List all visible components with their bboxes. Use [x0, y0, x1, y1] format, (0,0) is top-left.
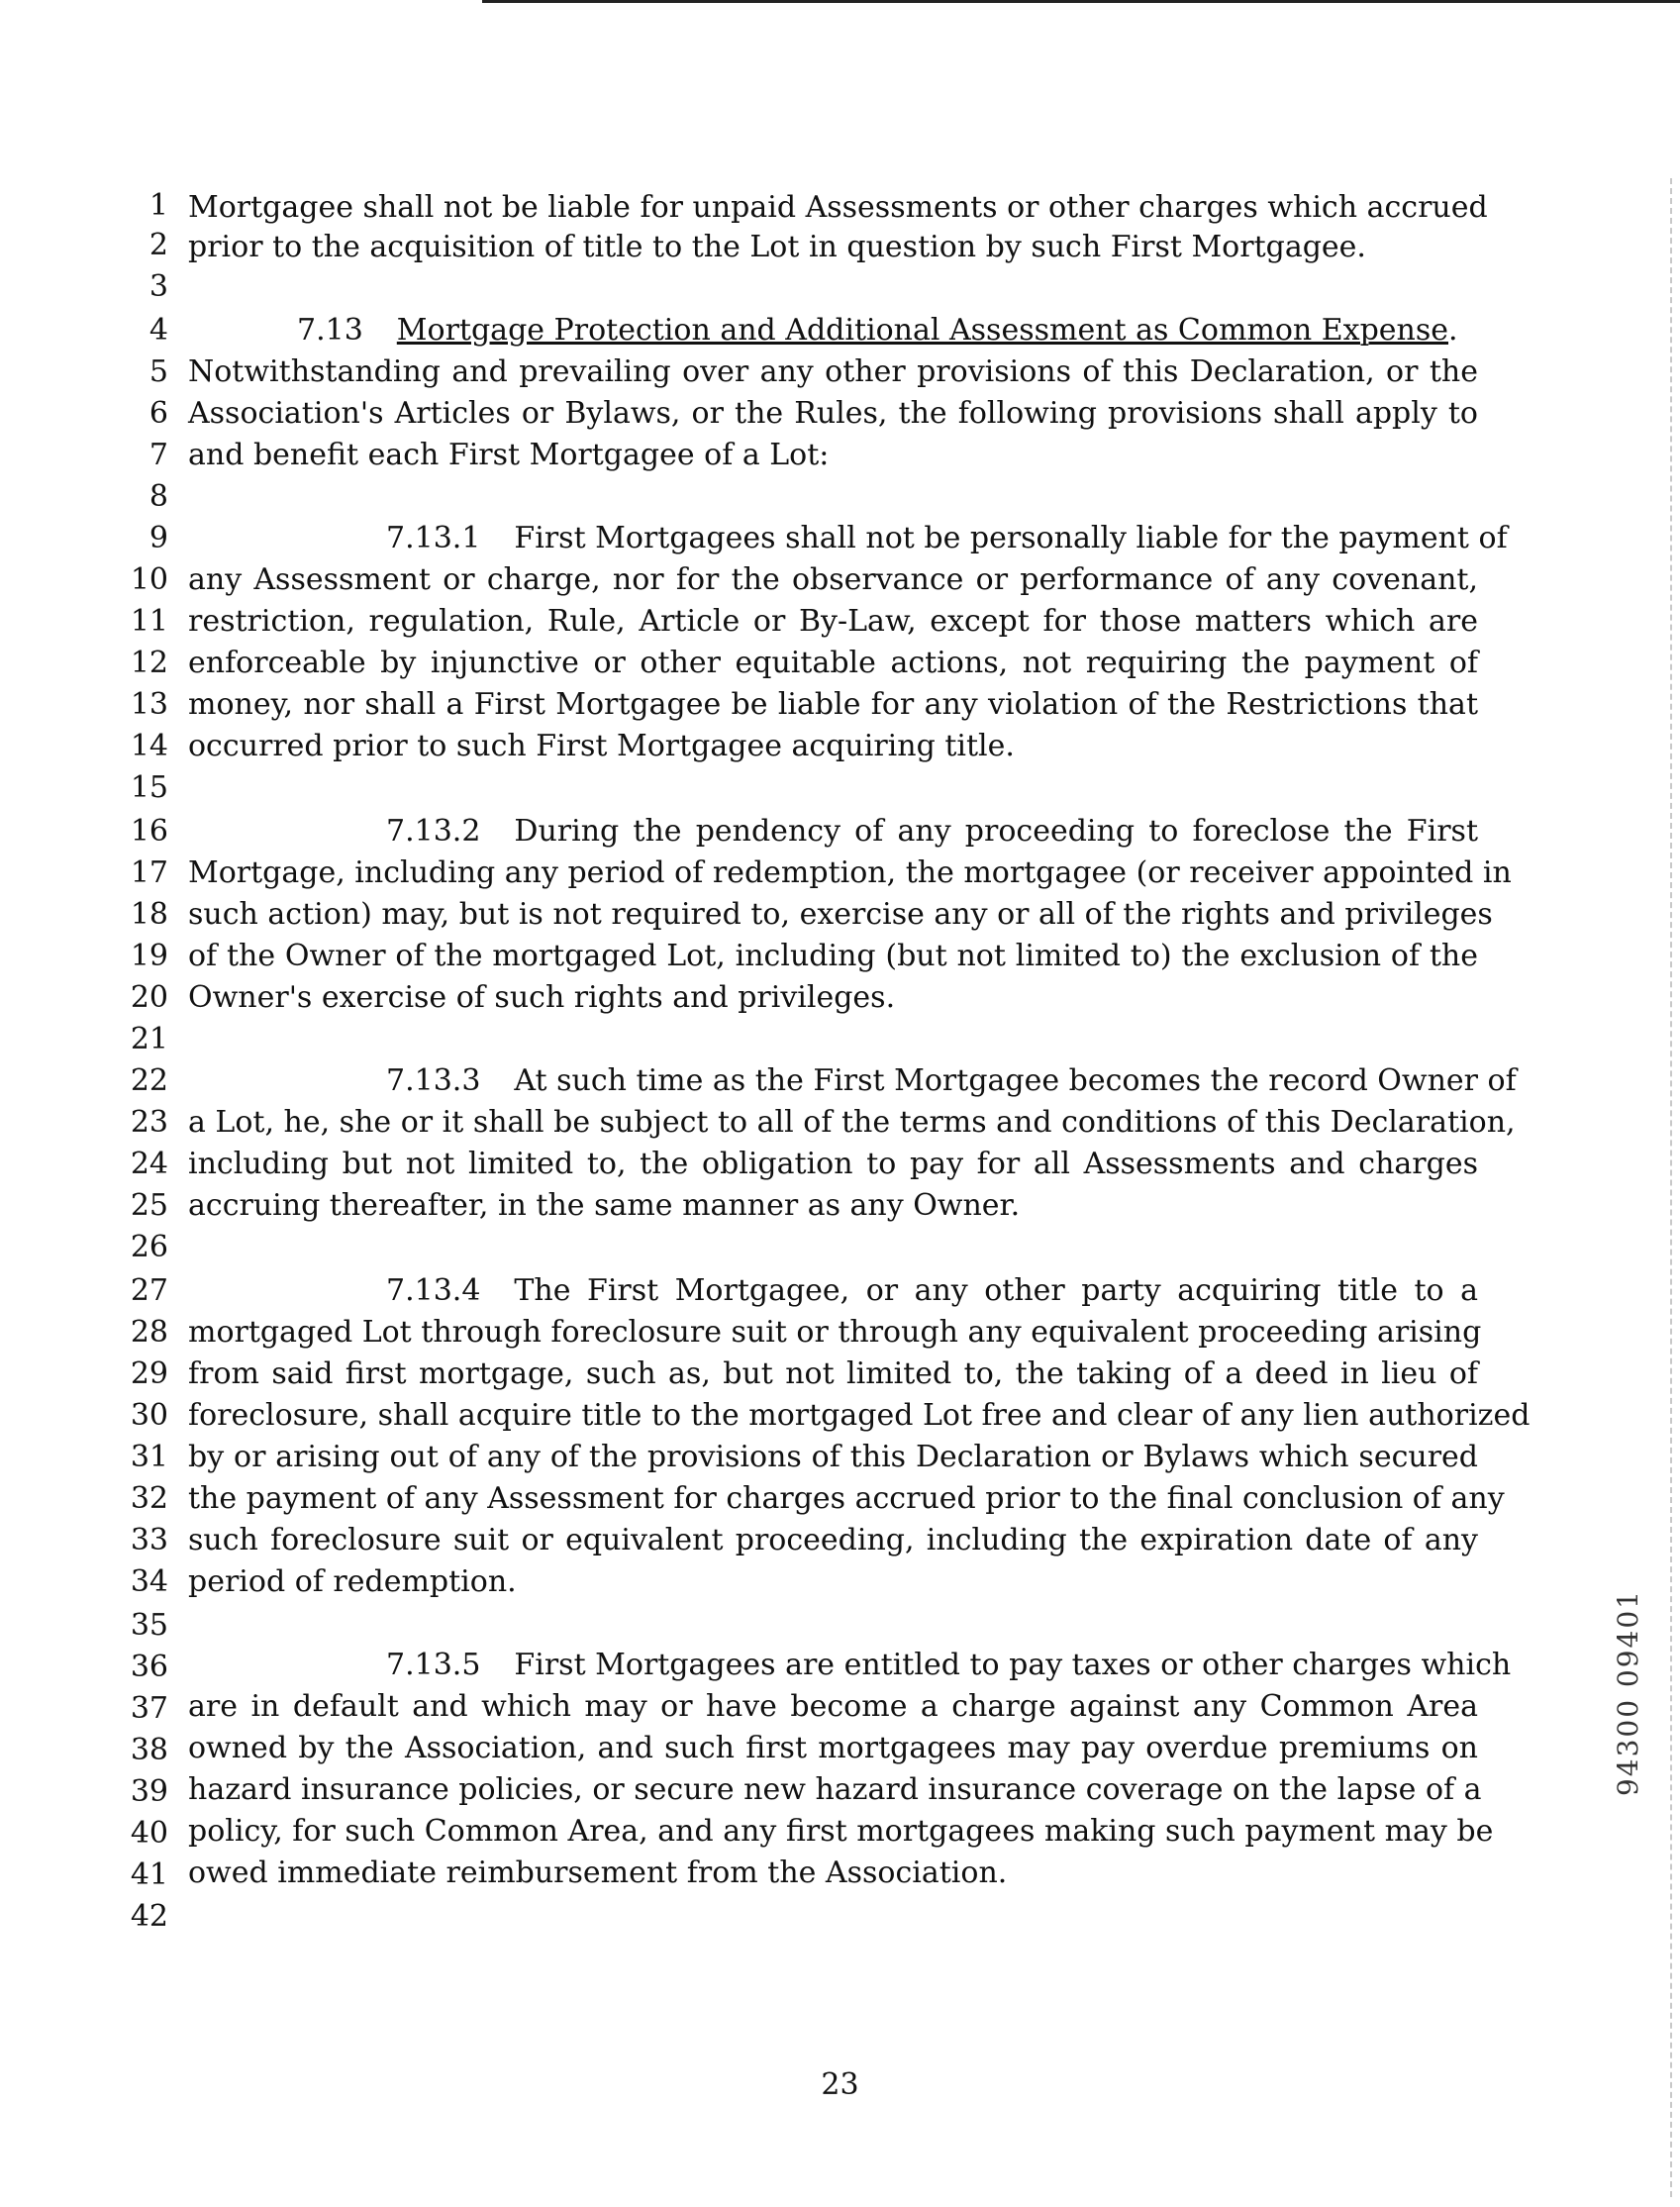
line-number: 10 [130, 562, 168, 597]
section-first-text: The First Mortgagee, or any other party acquiring title to a [514, 1273, 1478, 1308]
text-line: Owner's exercise of such rights and privileges. [188, 980, 896, 1015]
line-number: 4 [148, 313, 168, 348]
line-number: 8 [148, 479, 168, 514]
section-number: 7.13.4 [386, 1273, 481, 1308]
text-line: Association's Articles or Bylaws, or the Rules, the following provisions shall apply to [188, 396, 1478, 431]
section-heading-line [188, 313, 1478, 349]
line-number: 13 [130, 687, 168, 722]
text-line: policy, for such Common Area, and any first mortgagees making such payment may be [188, 1814, 1494, 1849]
line-number: 28 [130, 1315, 168, 1350]
line-number: 15 [130, 770, 168, 805]
line-number: 32 [130, 1481, 168, 1516]
line-number: 24 [130, 1147, 168, 1181]
text-line: prior to the acquisition of title to the Lot in question by such First Mortgagee. [188, 230, 1366, 264]
top-rule [482, 0, 1680, 3]
line-number: 35 [130, 1608, 168, 1643]
line-number: 25 [130, 1188, 168, 1223]
text-line: of the Owner of the mortgaged Lot, including (but not limited to) the exclusion of the [188, 939, 1478, 973]
line-number: 9 [148, 521, 168, 555]
line-number: 42 [130, 1899, 168, 1934]
text-line: period of redemption. [188, 1564, 517, 1599]
line-number: 31 [130, 1440, 168, 1474]
heading-period: . [1448, 313, 1458, 348]
text-line: such action) may, but is not required to, exercise any or all of the rights and privileges [188, 897, 1493, 932]
text-line: the payment of any Assessment for charges accrued prior to the final conclusion of any [188, 1481, 1505, 1516]
line-number: 41 [130, 1857, 168, 1892]
text-line: and benefit each First Mortgagee of a Lot: [188, 438, 830, 472]
section-number: 7.13 [297, 313, 363, 348]
line-number: 26 [130, 1230, 168, 1264]
text-line: owed immediate reimbursement from the Association. [188, 1856, 1008, 1890]
line-number: 22 [130, 1063, 168, 1098]
text-line: money, nor shall a First Mortgagee be liable for any violation of the Restrictions that [188, 687, 1478, 722]
text-line: owned by the Association, and such first mortgagees may pay overdue premiums on [188, 1731, 1478, 1765]
text-line: Mortgage, including any period of redemption, the mortgagee (or receiver appointed in [188, 855, 1512, 890]
text-line: are in default and which may or have become a charge against any Common Area [188, 1689, 1478, 1724]
line-number: 20 [130, 980, 168, 1015]
line-number: 16 [130, 814, 168, 849]
line-number: 17 [130, 855, 168, 890]
text-line: by or arising out of any of the provisions of this Declaration or Bylaws which secured [188, 1440, 1478, 1474]
line-number: 12 [130, 646, 168, 680]
line-number: 39 [130, 1774, 168, 1809]
page-number: 23 [821, 2067, 859, 2102]
text-line: restriction, regulation, Rule, Article or By-Law, except for those matters which are [188, 604, 1478, 639]
line-number: 33 [130, 1523, 168, 1557]
line-number: 37 [130, 1691, 168, 1726]
text-line: occurred prior to such First Mortgagee acquiring title. [188, 729, 1015, 763]
text-line: Mortgagee shall not be liable for unpaid Assessments or other charges which accrued [188, 190, 1488, 225]
line-number: 34 [130, 1564, 168, 1599]
line-number: 3 [148, 269, 168, 304]
section-first-line [188, 521, 1508, 556]
section-number: 7.13.3 [386, 1063, 481, 1098]
line-number: 5 [148, 354, 168, 389]
section-first-text: At such time as the First Mortgagee becomes the record Owner of [514, 1063, 1517, 1098]
section-heading: Mortgage Protection and Additional Assessment as Common Expense [396, 313, 1448, 348]
section-number: 7.13.2 [386, 814, 481, 849]
text-line: hazard insurance policies, or secure new hazard insurance coverage on the lapse of a [188, 1772, 1482, 1807]
line-number: 29 [130, 1356, 168, 1391]
line-number: 38 [130, 1733, 168, 1767]
text-line: accruing thereafter, in the same manner as any Owner. [188, 1188, 1021, 1223]
text-line: enforceable by injunctive or other equitable actions, not requiring the payment of [188, 646, 1478, 680]
line-number: 14 [130, 729, 168, 763]
text-line: such foreclosure suit or equivalent proceeding, including the expiration date of any [188, 1523, 1478, 1557]
line-number: 19 [130, 939, 168, 973]
line-number: 21 [130, 1022, 168, 1056]
line-number: 23 [130, 1105, 168, 1140]
line-number: 11 [130, 604, 168, 639]
text-line: Notwithstanding and prevailing over any other provisions of this Declaration, or the [188, 354, 1478, 389]
section-first-text: First Mortgagees shall not be personally liable for the payment of [514, 521, 1508, 555]
section-first-line [188, 1648, 1512, 1683]
line-number: 6 [148, 396, 168, 431]
section-first-line [188, 814, 1478, 850]
text-line: mortgaged Lot through foreclosure suit or through any equivalent proceeding arising [188, 1315, 1482, 1350]
line-number: 2 [148, 228, 168, 262]
text-line: foreclosure, shall acquire title to the mortgaged Lot free and clear of any lien authorized [188, 1398, 1531, 1433]
line-number: 1 [148, 188, 168, 223]
section-first-line [188, 1273, 1478, 1309]
text-line: including but not limited to, the obligation to pay for all Assessments and charges [188, 1147, 1478, 1181]
recording-stamp-number: 94300 09401 [1612, 1589, 1644, 1797]
section-number: 7.13.1 [386, 521, 481, 555]
section-first-text: First Mortgagees are entitled to pay taxes or other charges which [514, 1648, 1512, 1682]
line-number: 36 [130, 1650, 168, 1684]
section-number: 7.13.5 [386, 1648, 481, 1682]
line-number: 7 [148, 438, 168, 472]
scan-edge-line [1670, 178, 1672, 2197]
line-number: 30 [130, 1398, 168, 1433]
section-first-line [188, 1063, 1517, 1099]
text-line: any Assessment or charge, nor for the observance or performance of any covenant, [188, 562, 1478, 597]
text-line: a Lot, he, she or it shall be subject to all of the terms and conditions of this Declaration, [188, 1105, 1516, 1140]
section-first-text: During the pendency of any proceeding to foreclose the First [514, 814, 1478, 849]
line-number: 27 [130, 1273, 168, 1308]
text-line: from said first mortgage, such as, but not limited to, the taking of a deed in lieu of [188, 1356, 1478, 1391]
line-number: 18 [130, 897, 168, 932]
line-number: 40 [130, 1816, 168, 1851]
